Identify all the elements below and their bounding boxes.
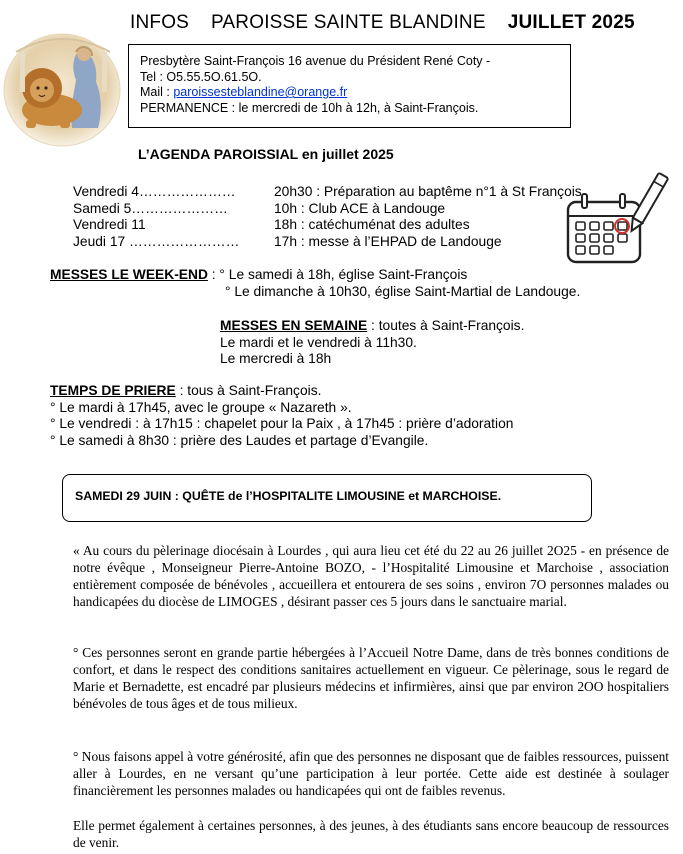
messes-weekend: MESSES LE WEEK-END : ° Le samedi à 18h, église Saint-François (50, 267, 468, 282)
event-day: Jeudi 17 …………………… (73, 233, 240, 249)
temps-de-priere: TEMPS DE PRIERE : tous à Saint-François. ° Le mardi à 17h45, avec le groupe « Nazareth ». ° Le vendredi : à 17h15 : chapelet pour la Paix , à 17h45 : prière d’adoration ° Le samedi à 8h30 : prière des Laudes et partage d’Evangile. (50, 383, 514, 448)
priere-label: TEMPS DE PRIERE (50, 383, 176, 398)
agenda-days (73, 184, 239, 250)
mail-link[interactable]: paroissesteblandine@orange.fr (173, 85, 348, 99)
agenda-title: L’AGENDA PAROISSIAL en juillet 2025 (138, 146, 394, 162)
event-desc: 18h : catéchuménat des adultes (274, 217, 470, 233)
messes-weekend-sunday: ° Le dimanche à 10h30, église Saint-Martial de Landouge. (225, 284, 581, 299)
parish-logo (2, 30, 130, 148)
permanence-line: PERMANENCE : le mercredi de 10h à 12h, à Saint-François. (140, 100, 479, 115)
messes-semaine: MESSES EN SEMAINE : toutes à Saint-François. Le mardi et le vendredi à 11h30. Le mercredi à 18h (220, 318, 525, 367)
article-paragraph-4: Elle permet également à certaines personnes, à des jeunes, à des étudiants sans encore beaucoup de ressources de venir. (73, 818, 669, 851)
quete-title: SAMEDI 29 JUIN : QUÊTE de l’HOSPITALITE LIMOUSINE et MARCHOISE. (75, 489, 502, 503)
page-title (130, 12, 635, 34)
event-desc: 20h30 : Préparation au baptême n°1 à St François (274, 184, 582, 199)
event-desc: 17h : messe à l’EHPAD de Landouge (274, 233, 502, 249)
article-paragraph-2: ° Ces personnes seront en grande partie hébergées à l’Accueil Notre Dame, dans de très bonnes conditions de confort, et dans le respect des conditions sanitaires actuellement en vigueur. Ce pèlerinage, sous le regard de Marie et Bernadette, est encadré par plusieurs médecins et infirmières, ainsi que par environ 2OO hospitaliers bénévoles de tous âges et de tous milieux. (73, 645, 669, 712)
address-line: Presbytère Saint-François 16 avenue du Président René Coty - (140, 54, 491, 68)
event-day: Samedi 5………………… (73, 200, 228, 216)
title-parish: INFOS PAROISSE SAINTE BLANDINE (130, 12, 486, 33)
title-month: JUILLET 2025 (507, 12, 635, 33)
article-paragraph-3: ° Nous faisons appel à votre générosité, afin que des personnes ne disposant que de faibles ressources, puissent aller à Lourdes, en ne versant qu’une participation à leur portée. Cette aide est destinée à soulager financièrement les personnes malades ou handicapées qui ont de faibles revenus. (73, 749, 669, 799)
event-day: Vendredi 11 (73, 217, 146, 233)
phone-line: Tel : O5.55.5O.61.5O. (140, 69, 262, 84)
article-paragraph-1: « Au cours du pèlerinage diocésain à Lourdes , qui aura lieu cet été du 22 au 26 juillet 2O25 - en présence de notre évêque , Monseigneur Pierre-Antoine BOZO, - l’Hospitalité Limousine et Marchoise , association entièrement composée de bénévoles , accueillera et entourera de ses soins , environ 7O personnes malades ou handicapées du diocèse de LIMOGES , désirant passer ces 5 jours dans le sanctuaire marial. (73, 543, 669, 610)
event-day: Vendredi 4………………… (73, 184, 236, 199)
quete-box (62, 474, 592, 522)
messes-semaine-label: MESSES EN SEMAINE (220, 318, 368, 333)
mail-line: Mail : paroissesteblandine@orange.fr (140, 85, 348, 99)
contact-box (128, 44, 571, 128)
agenda-descriptions (274, 184, 582, 250)
calendar-icon (562, 170, 670, 268)
event-desc: 10h : Club ACE à Landouge (274, 200, 446, 216)
messes-weekend-label: MESSES LE WEEK-END (50, 267, 208, 282)
